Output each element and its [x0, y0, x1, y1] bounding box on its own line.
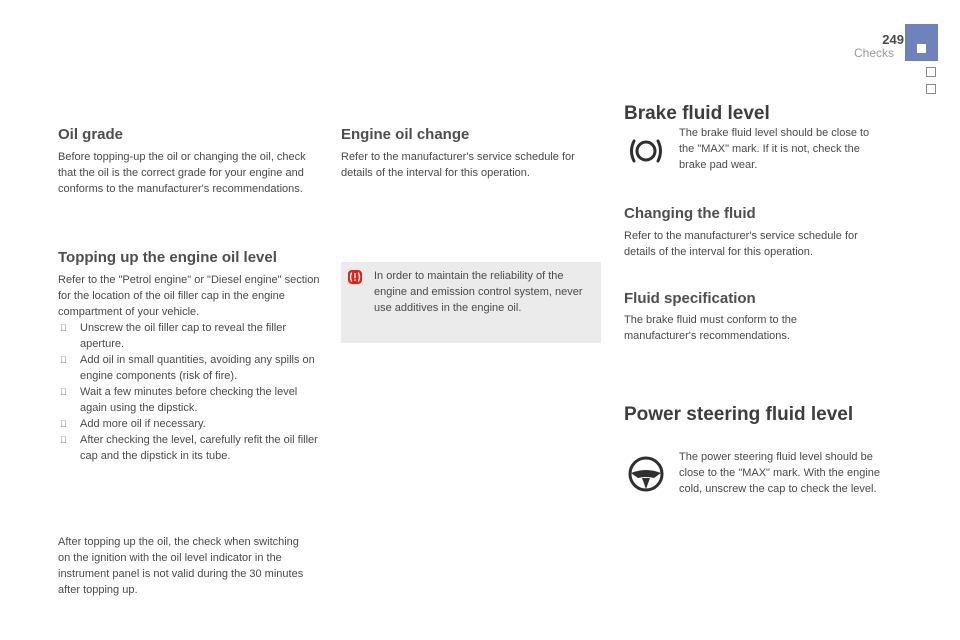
list-item	[58, 320, 320, 352]
brake-fluid-heading: Brake fluid level	[624, 103, 770, 124]
engine-oil-change-text: Refer to the manufacturer's service schedule for details of the interval for this operation.	[341, 151, 575, 179]
bullet-icon	[60, 384, 67, 400]
step-text: Wait a few minutes before checking the level again using the dipstick.	[80, 386, 298, 414]
step-text: Unscrew the oil filler cap to reveal the filler aperture.	[80, 322, 287, 350]
topping-up-heading: Topping up the engine oil level	[58, 249, 277, 266]
changing-fluid-heading: Changing the fluid	[624, 205, 756, 222]
fluid-specification-heading: Fluid specification	[624, 290, 756, 307]
topping-up-steps	[58, 320, 320, 464]
oil-grade-text: Before topping-up the oil or changing the oil, check that the oil is the correct grade for your engine and conforms to the manufacturer's recommendations.	[58, 151, 306, 195]
chapter-tab	[905, 24, 938, 61]
section-title: Checks	[853, 46, 894, 60]
step-text: Add oil in small quantities, avoiding any spills on engine components (risk of fire).	[80, 354, 315, 382]
chapter-box	[926, 84, 936, 94]
power-steering-text: The power steering fluid level should be close to the "MAX" mark. With the engine cold, unscrew the cap to check the level.	[679, 451, 881, 495]
list-item	[58, 432, 320, 464]
oil-grade-heading: Oil grade	[58, 126, 124, 143]
steering-wheel-icon	[624, 452, 668, 496]
warning-icon	[347, 269, 363, 285]
list-item	[58, 384, 320, 416]
bullet-icon	[60, 352, 67, 368]
topping-up-note: After topping up the oil, the check when switching on the ignition with the oil level indicator in the instrument panel is not valid during the 30 minutes after topping up.	[58, 536, 304, 596]
changing-fluid-text: Refer to the manufacturer's service schedule for details of the interval for this operation.	[624, 230, 858, 258]
tab-marker	[917, 44, 926, 53]
step-text: After checking the level, carefully refit the oil filler cap and the dipstick in its tube.	[80, 434, 318, 462]
page-number: 249	[882, 32, 904, 47]
engine-oil-change-heading: Engine oil change	[341, 126, 470, 143]
power-steering-heading: Power steering fluid level	[624, 404, 854, 425]
brake-fluid-text: The brake fluid level should be close to the "MAX" mark. If it is not, check the brake pad wear.	[679, 127, 870, 171]
topping-up-intro: Refer to the "Petrol engine" or "Diesel engine" section for the location of the oil filler cap in the engine compartment of your vehicle.	[58, 274, 320, 318]
list-item	[58, 352, 320, 384]
warning-box	[341, 262, 601, 343]
step-text: Add more oil if necessary.	[80, 418, 206, 430]
bullet-icon	[60, 432, 67, 448]
brake-warning-icon	[624, 129, 668, 173]
warning-text: In order to maintain the reliability of the engine and emission control system, never use additives in the engine oil.	[374, 270, 583, 314]
bullet-icon	[60, 416, 67, 432]
fluid-specification-text: The brake fluid must conform to the manufacturer's recommendations.	[624, 314, 798, 342]
chapter-box	[926, 67, 936, 77]
bullet-icon	[60, 320, 67, 336]
list-item	[58, 416, 320, 432]
